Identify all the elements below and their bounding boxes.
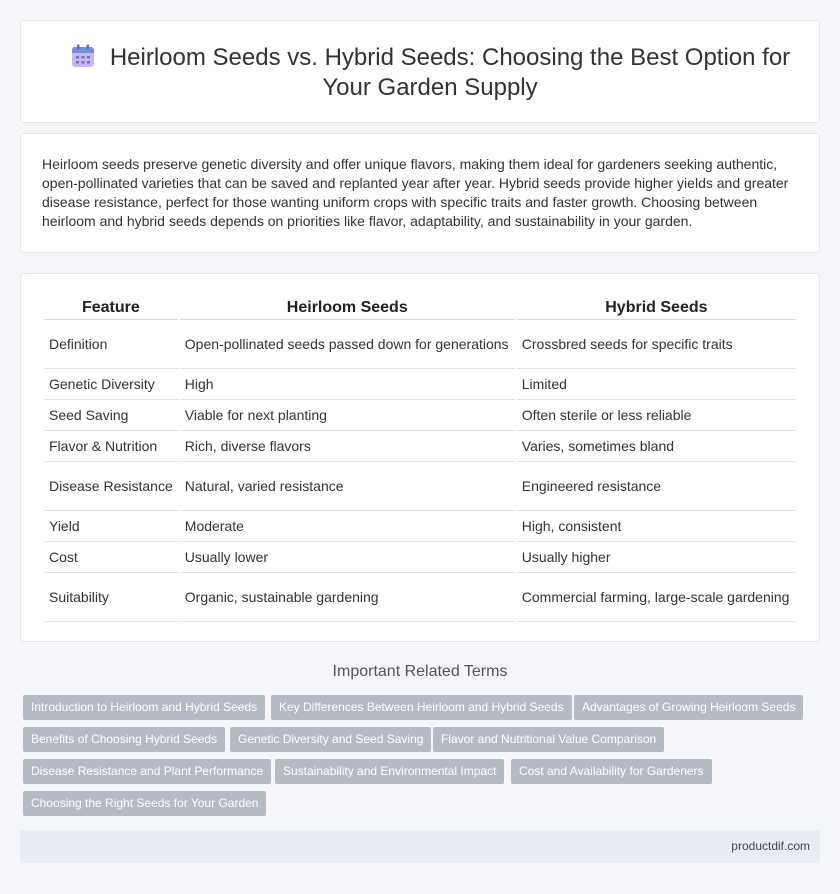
footer-site-link[interactable]: productdif.com [731, 839, 810, 853]
table-row [44, 400, 796, 431]
cell-hybrid: Engineered resistance [517, 462, 796, 511]
cell-feature: Genetic Diversity [44, 369, 178, 400]
table-header-row [44, 296, 796, 320]
table-row [44, 320, 796, 369]
related-term-tag[interactable]: Introduction to Heirloom and Hybrid Seeds [23, 695, 265, 720]
cell-heirloom: Organic, sustainable gardening [180, 573, 515, 622]
header-heirloom: Heirloom Seeds [180, 296, 515, 320]
cell-heirloom: Open-pollinated seeds passed down for generations [180, 320, 515, 369]
cell-heirloom: Viable for next planting [180, 400, 515, 431]
related-term-tag[interactable]: Cost and Availability for Gardeners [511, 759, 712, 784]
title-wrap [61, 43, 799, 103]
cell-feature: Suitability [44, 573, 178, 622]
table-row [44, 511, 796, 542]
intro-card [20, 133, 820, 253]
cell-hybrid: Limited [517, 369, 796, 400]
cell-hybrid: Crossbred seeds for specific traits [517, 320, 796, 369]
cell-heirloom: Rich, diverse flavors [180, 431, 515, 462]
cell-heirloom: Moderate [180, 511, 515, 542]
cell-feature: Seed Saving [44, 400, 178, 431]
intro-paragraph: Heirloom seeds preserve genetic diversity and offer unique flavors, making them ideal for gardeners seeking authentic, open-pollinated varieties that can be saved and replanted year after year. Hybrid seeds provide higher yields and greater disease resistance, perfect for those wanting uniform crops with specific traits and faster growth. Choosing between heirloom and hybrid seeds depends on priorities like flavor, adaptability, and sustainability in your garden. [42, 156, 789, 229]
related-term-tag[interactable]: Genetic Diversity and Seed Saving [230, 727, 431, 752]
related-term-tag[interactable]: Flavor and Nutritional Value Comparison [433, 727, 664, 752]
cell-feature: Disease Resistance [44, 462, 178, 511]
comparison-table-card [20, 273, 820, 642]
page-title-text: Heirloom Seeds vs. Hybrid Seeds: Choosing the Best Option for Your Garden Supply [109, 44, 791, 101]
cell-feature: Cost [44, 542, 178, 573]
related-term-tag[interactable]: Choosing the Right Seeds for Your Garden [23, 791, 266, 816]
table-row [44, 573, 796, 622]
related-term-tag[interactable]: Sustainability and Environmental Impact [275, 759, 504, 784]
cell-feature: Definition [44, 320, 178, 369]
cell-heirloom: Natural, varied resistance [180, 462, 515, 511]
comparison-table [42, 296, 798, 622]
related-term-tag[interactable]: Benefits of Choosing Hybrid Seeds [23, 727, 225, 752]
cell-heirloom: Usually lower [180, 542, 515, 573]
table-row [44, 369, 796, 400]
related-term-tag[interactable]: Disease Resistance and Plant Performance [23, 759, 271, 784]
table-row [44, 431, 796, 462]
cell-heirloom: High [180, 369, 515, 400]
cell-hybrid: Often sterile or less reliable [517, 400, 796, 431]
header-feature: Feature [44, 296, 178, 320]
related-term-tag[interactable]: Advantages of Growing Heirloom Seeds [574, 695, 803, 720]
page-title [61, 43, 799, 103]
table-row [44, 462, 796, 511]
related-term-tag[interactable]: Key Differences Between Heirloom and Hybrid Seeds [271, 695, 572, 720]
cell-hybrid: High, consistent [517, 511, 796, 542]
title-card [20, 20, 820, 123]
table-row [44, 542, 796, 573]
cell-feature: Flavor & Nutrition [44, 431, 178, 462]
footer [20, 830, 820, 863]
cell-hybrid: Varies, sometimes bland [517, 431, 796, 462]
header-hybrid: Hybrid Seeds [517, 296, 796, 320]
cell-feature: Yield [44, 511, 178, 542]
cell-hybrid: Usually higher [517, 542, 796, 573]
cell-hybrid: Commercial farming, large-scale gardening [517, 573, 796, 622]
related-terms-heading: Important Related Terms [332, 663, 508, 680]
calendar-icon [70, 43, 96, 69]
